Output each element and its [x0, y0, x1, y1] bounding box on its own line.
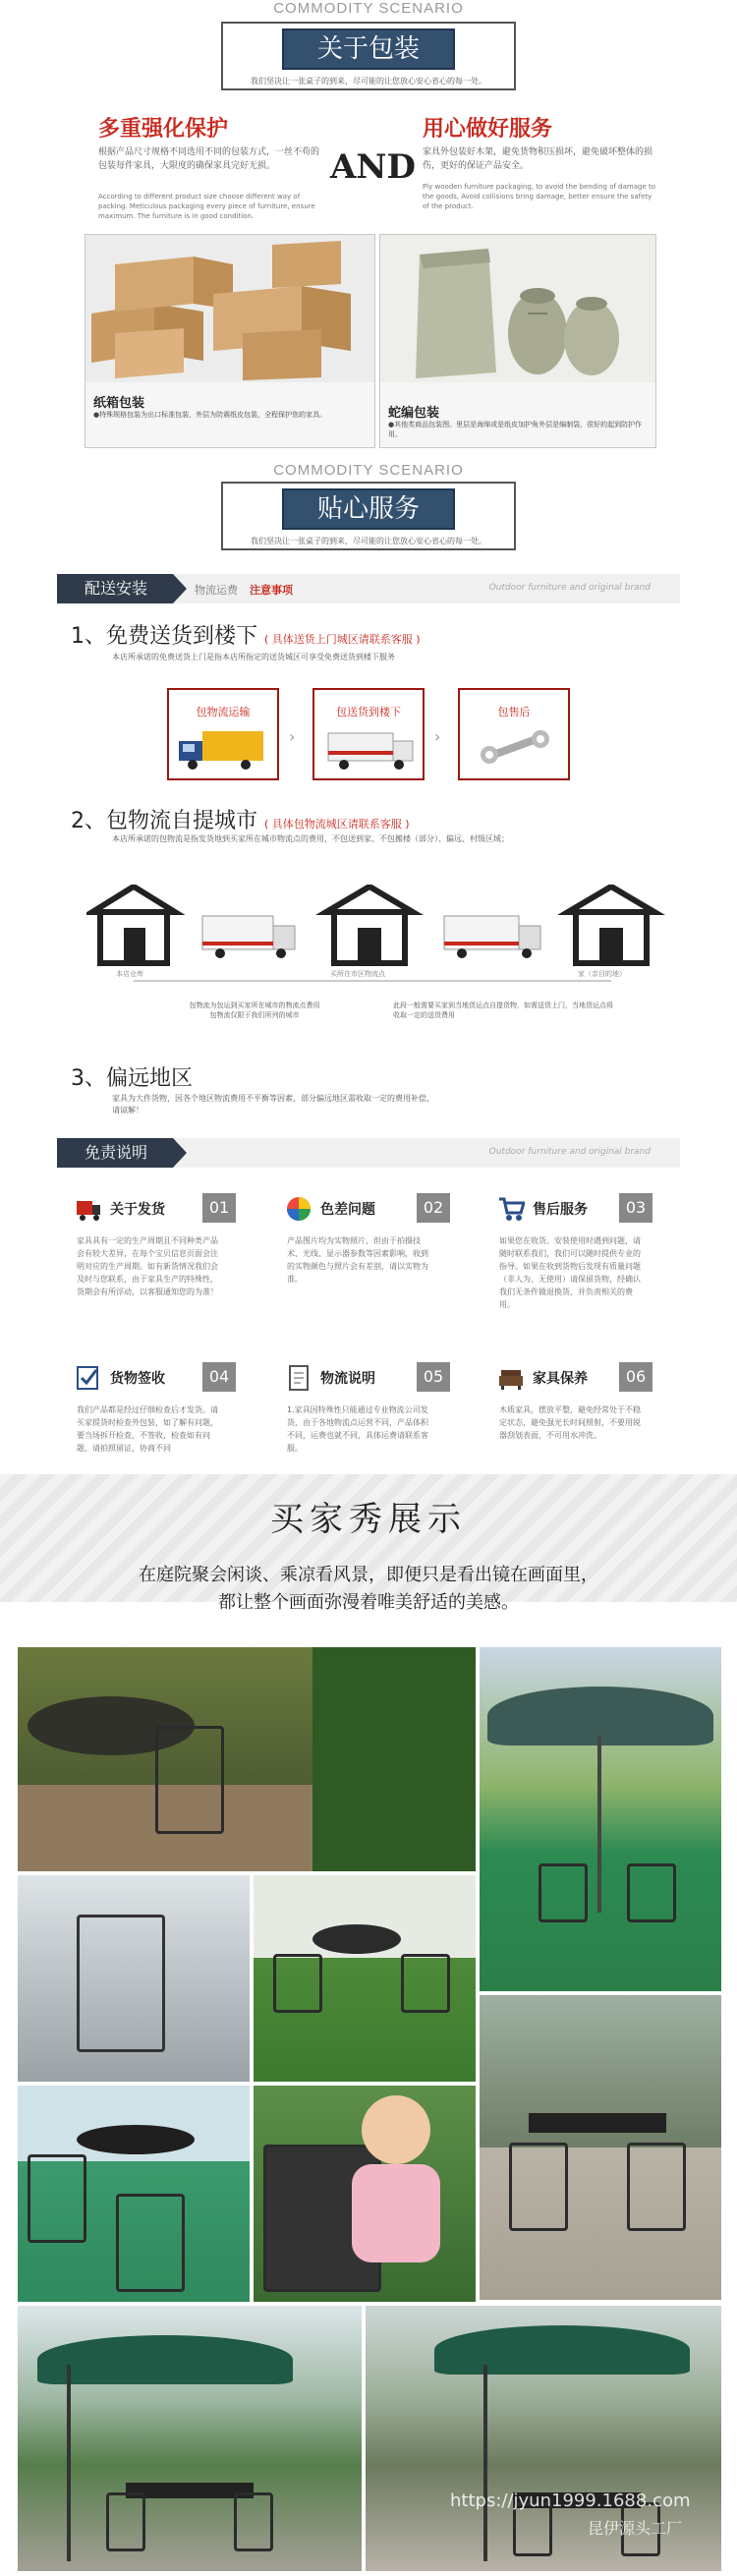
truck-icon-1 — [202, 916, 295, 958]
photo-cantilever-umbrella-1 — [18, 2306, 362, 2571]
woven-label: 蛇编包装 — [388, 406, 440, 421]
section2-eng-title: COMMODITY SCENARIO — [273, 462, 464, 479]
house-label-2: 买所在市区物流点 — [330, 970, 385, 978]
delivery-item2-title-text: 2、包物流自提城市 — [71, 809, 257, 833]
delivery-gray-text: 物流运费 — [195, 584, 238, 597]
photo-green-room-chairs — [18, 2086, 250, 2302]
house-icon-1 — [92, 887, 175, 963]
document-icon — [285, 1364, 312, 1392]
free-eng: Outdoor furniture and original brand — [488, 1147, 651, 1157]
card3-title: 售后服务 — [533, 1202, 588, 1218]
photo-umbrella-court — [480, 1647, 721, 1991]
packaging-left-text: 根据产品尺寸规格不同选用不同的包装方式，一丝不苟的包装每件家具，大限度的确保家具完好无损。 — [98, 147, 320, 171]
photo-child-on-chair — [254, 2086, 476, 2302]
delivery-item3-desc: 家具为大件货物，因各个地区物流费用不平衡等因素，部分偏远地区需收取一定的费用补偿，请谅解！ — [112, 1094, 434, 1115]
card5-num: 05 — [417, 1362, 450, 1392]
photo-terrace-set — [480, 1995, 721, 2300]
section1-subtitle: 我们坚决让一张桌子的到来，尽可能的让您放心安心省心的每一处。 — [251, 77, 486, 86]
route-note-1: 包物流为包运到买家所在城市的物流点费用 包物流仅限于我们所列的城市 — [189, 1002, 320, 1019]
delivery-note: 注意事项 — [250, 584, 293, 597]
color-wheel-icon — [285, 1195, 312, 1223]
house-label-3: 家（亲目的地） — [578, 970, 626, 978]
card3-text: 如果您在收货、安装使用时遇到问题，请随时联系我们，我们可以随时提供专业的指导。如果在收到货物后发现有质量问题（非人为、无使用）请保留货物，经确认我们无条件做退换货，并负责相关的费用。 — [499, 1236, 641, 1309]
route-note-2: 此段一般需要买家到当地货运点自提货物，如需送货上门，当地货运点将收取一定的送货费用 — [393, 1002, 613, 1019]
card6-title: 家具保养 — [533, 1371, 588, 1387]
card1-title: 关于发货 — [110, 1202, 165, 1218]
step-arrow-1: › — [289, 727, 296, 746]
house-icon-2 — [326, 887, 413, 963]
photo-balcony-chairs — [18, 1875, 250, 2082]
card4-title: 货物签收 — [110, 1371, 165, 1387]
section1-title: 关于包装 — [282, 29, 455, 70]
delivery-item1-title — [71, 619, 421, 650]
sign-icon — [75, 1364, 102, 1392]
woven-desc: ●其他类商品包装图。里层是海绵或是纸皮加护角外层是编制袋，很好的起到防护作用。 — [388, 421, 643, 438]
step-after-sales-label: 包售后 — [497, 706, 531, 718]
free-tag: 免责说明 — [57, 1138, 173, 1168]
truck-small-icon — [75, 1195, 102, 1223]
delivery-item1-title-text: 1、免费送货到楼下 — [71, 624, 257, 649]
card5-text: 1.家具因特殊性只能通过专业物流公司发货，由于各地物流点运营不同，产品体积不同，运费也就不同，具体运费请联系客服。 — [287, 1405, 428, 1453]
delivery-tag: 配送安装 — [57, 574, 173, 603]
step-logistics — [167, 688, 279, 780]
packaging-right-heading: 用心做好服务 — [423, 117, 553, 142]
card3-num: 03 — [619, 1193, 652, 1223]
packaging-right-text: 家具外包装好木架，避免货物积压损坏，避免破坏整体的损伤，更好的保证产品安全。 — [423, 147, 653, 171]
card2-title: 色差问题 — [320, 1202, 375, 1218]
carton-boxes-illustration — [85, 235, 374, 382]
card6-num: 06 — [619, 1362, 652, 1392]
photo-glass-table-patio — [18, 1647, 476, 1871]
woven-bags-illustration — [380, 235, 655, 382]
packaging-left-heading: 多重强化保护 — [98, 117, 229, 142]
cart-icon — [497, 1195, 525, 1223]
packaging-right-eng: Ply wooden furniture packaging, to avoid the bending of damage to the goods, Avoid collisions bring damage, better ensure the safety of the product. — [423, 183, 656, 210]
carton-label: 纸箱包装 — [93, 396, 145, 411]
delivery-bar — [57, 574, 680, 603]
buyer-line1: 在庭院聚会闲谈、乘凉看风景，即便只是看出镜在画面里， — [139, 1565, 598, 1585]
section1-eng-title: COMMODITY SCENARIO — [273, 0, 464, 17]
delivery-item1-note: ( 具体送货上门城区请联系客服 ) — [264, 633, 421, 646]
section2-subtitle: 我们坚决让一张桌子的到来，尽可能的让您放心安心省心的每一处。 — [251, 537, 486, 545]
section2-title: 贴心服务 — [282, 488, 455, 530]
delivery-item1-desc: 本店所承诺的免费送货上门是指本店所指定的送货城区可享受免费送货到楼下服务 — [112, 653, 395, 661]
and-word: AND — [330, 147, 416, 187]
packaging-left-eng: According to different product size choose different way of packing. Meticulous packaging every piece of furniture, ensure maximum. The furniture is in good condition. — [98, 193, 315, 220]
buyer-title: 买家秀展示 — [270, 1500, 467, 1539]
card2-num: 02 — [417, 1193, 450, 1223]
wrench-icon — [466, 725, 564, 774]
sofa-icon — [497, 1364, 525, 1392]
buyer-line2: 都让整个画面弥漫着唯美舒适的美感。 — [218, 1592, 519, 1613]
free-bar — [57, 1138, 680, 1168]
card1-num: 01 — [202, 1193, 236, 1223]
woven-bag-packaging-photo — [379, 234, 656, 448]
step-logistics-label: 包物流运输 — [196, 706, 251, 718]
card2-text: 产品图片均为实物照片，但由于拍摄技术、光线、显示器参数等因素影响，收到的实物颜色与照片会有差别，请以实物为准。 — [287, 1236, 428, 1284]
card4-num: 04 — [202, 1362, 236, 1392]
carton-desc: ●特殊规格包装为出口标准包装，外层为防震纸皮包装，全程保护您的家具。 — [93, 411, 327, 419]
card6-text: 木质家具，摆放平整，避免经常处于不稳定状态，避免强光长时间照射，不要用锐器刮划表面，不可用水冲洗。 — [499, 1405, 641, 1440]
van-icon — [320, 725, 419, 774]
delivery-item3-title: 3、偏远地区 — [71, 1066, 193, 1091]
house-label-1: 本店仓库 — [116, 970, 143, 978]
house-icon-3 — [568, 887, 654, 963]
photo-grass-table — [254, 1875, 476, 2082]
truck-icon — [175, 725, 273, 774]
step-delivery — [312, 688, 425, 780]
card1-text: 家具具有一定的生产周期且不同种类产品会有较大差异，在每个宝贝信息页面会注明对应的生产周期。如有新货情况我们会及时与您联系，由于家具生产的特殊性，货期会有所浮动，以客服通知您的为准！ — [77, 1236, 218, 1296]
step-delivery-label: 包送货到楼下 — [336, 706, 401, 718]
delivery-item2-note: ( 具体包物流城区请联系客服 ) — [264, 818, 410, 830]
section1-title-box — [221, 22, 516, 90]
watermark-url: https://jyun1999.1688.com — [450, 2490, 691, 2511]
delivery-item2-desc: 本店所承诺的包物流是指发货地到买家所在城市物流点的费用，不包送到家、不包搬楼（部分）、偏远、村级区域； — [112, 834, 509, 843]
section2-title-box — [221, 482, 516, 550]
delivery-item2-title — [71, 804, 410, 834]
watermark-shop: 昆伊源头工厂 — [588, 2519, 683, 2538]
delivery-eng: Outdoor furniture and original brand — [488, 583, 651, 593]
carton-packaging-photo — [85, 234, 375, 448]
truck-icon-2 — [444, 916, 540, 958]
card4-text: 我们产品都是经过仔细检查后才发货。请买家提货时检查外包装，如了解有问题，要当场拆开检查，不签收，检查如有问题，请拍照留证，协商不同 — [77, 1405, 218, 1453]
step-after-sales — [458, 688, 570, 780]
step-arrow-2: › — [434, 727, 441, 746]
card5-title: 物流说明 — [320, 1371, 375, 1387]
